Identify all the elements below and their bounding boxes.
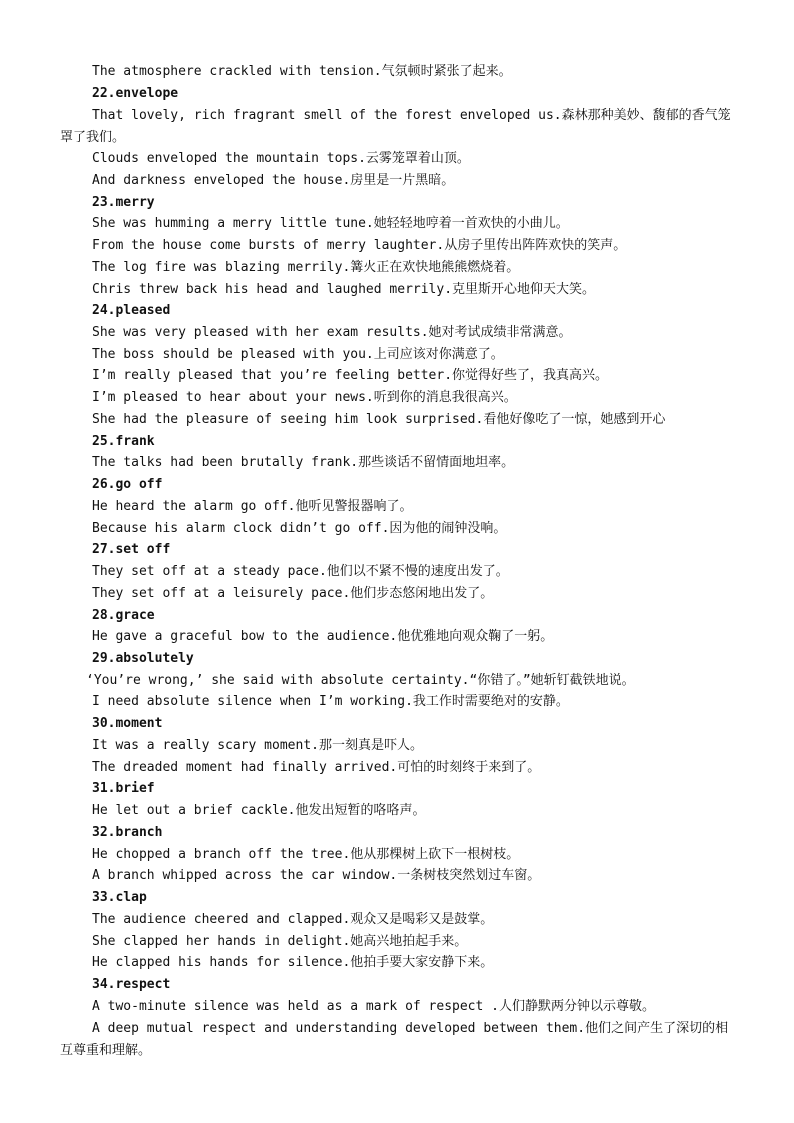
- example-sentence: From the house come bursts of merry laughter.从房子里传出阵阵欢快的笑声。: [92, 238, 627, 253]
- example-sentence: A two-minute silence was held as a mark of respect .人们静默两分钟以示尊敬。: [92, 999, 655, 1014]
- example-sentence: A deep mutual respect and understanding developed between them.他们之间产生了深切的相互尊重和理解。: [60, 1021, 729, 1058]
- vocab-heading: 32.branch: [92, 825, 163, 840]
- example-sentence: I’m pleased to hear about your news.听到你的消息我很高兴。: [92, 390, 517, 405]
- example-sentence: She clapped her hands in delight.她高兴地拍起手来。: [92, 934, 468, 949]
- vocab-heading: 23.merry: [92, 195, 155, 210]
- example-sentence: The boss should be pleased with you.上司应该对你满意了。: [92, 347, 504, 362]
- example-sentence: The audience cheered and clapped.观众又是喝彩又是鼓掌。: [92, 912, 494, 927]
- vocab-heading: 29.absolutely: [92, 651, 194, 666]
- vocab-heading: 28.grace: [92, 608, 155, 623]
- example-sentence: She was very pleased with her exam results.她对考试成绩非常满意。: [92, 325, 572, 340]
- example-sentence: She had the pleasure of seeing him look surprised.看他好像吃了一惊，她感到开心: [92, 412, 666, 427]
- example-sentence: The dreaded moment had finally arrived.可怕的时刻终于来到了。: [92, 760, 541, 775]
- example-sentence: And darkness enveloped the house.房里是一片黑暗。: [92, 173, 455, 188]
- example-sentence: Because his alarm clock didn’t go off.因为他的闹钟没响。: [92, 521, 507, 536]
- example-sentence: He gave a graceful bow to the audience.他优雅地向观众鞠了一躬。: [92, 629, 554, 644]
- example-sentence: ‘You’re wrong,’ she said with absolute certainty.“你错了。”她斩钉截铁地说。: [86, 673, 635, 688]
- example-sentence: She was humming a merry little tune.她轻轻地哼着一首欢快的小曲儿。: [92, 216, 569, 231]
- example-sentence: The atmosphere crackled with tension.气氛顿时紧张了起来。: [92, 64, 512, 79]
- vocab-heading: 25.frank: [92, 434, 155, 449]
- example-sentence: He let out a brief cackle.他发出短暂的咯咯声。: [92, 803, 426, 818]
- vocab-heading: 26.go off: [92, 477, 163, 492]
- example-sentence: That lovely, rich fragrant smell of the forest enveloped us.森林那种美妙、馥郁的香气笼罩了我们。: [60, 108, 731, 145]
- vocab-heading: 30.moment: [92, 716, 163, 731]
- example-sentence: A branch whipped across the car window.一条树枝突然划过车窗。: [92, 868, 541, 883]
- vocab-heading: 22.envelope: [92, 86, 179, 101]
- example-sentence: The talks had been brutally frank.那些谈话不留情面地坦率。: [92, 455, 515, 470]
- example-sentence: It was a really scary moment.那一刻真是吓人。: [92, 738, 423, 753]
- example-sentence: I’m really pleased that you’re feeling better.你觉得好些了，我真高兴。: [92, 368, 609, 383]
- example-sentence: I need absolute silence when I’m working.我工作时需要绝对的安静。: [92, 694, 569, 709]
- example-sentence: The log fire was blazing merrily.篝火正在欢快地熊熊燃烧着。: [92, 260, 520, 275]
- vocab-heading: 24.pleased: [92, 303, 171, 318]
- example-sentence: He chopped a branch off the tree.他从那棵树上砍下一根树枝。: [92, 847, 520, 862]
- example-sentence: Clouds enveloped the mountain tops.云雾笼罩着山顶。: [92, 151, 470, 166]
- vocab-heading: 27.set off: [92, 542, 171, 557]
- example-sentence: Chris threw back his head and laughed merrily.克里斯开心地仰天大笑。: [92, 282, 596, 297]
- example-sentence: He heard the alarm go off.他听见警报器响了。: [92, 499, 413, 514]
- vocab-heading: 33.clap: [92, 890, 147, 905]
- vocab-heading: 31.brief: [92, 781, 155, 796]
- example-sentence: He clapped his hands for silence.他拍手要大家安静下来。: [92, 955, 494, 970]
- vocab-heading: 34.respect: [92, 977, 171, 992]
- example-sentence: They set off at a steady pace.他们以不紧不慢的速度出发了。: [92, 564, 509, 579]
- example-sentence: They set off at a leisurely pace.他们步态悠闲地出发了。: [92, 586, 494, 601]
